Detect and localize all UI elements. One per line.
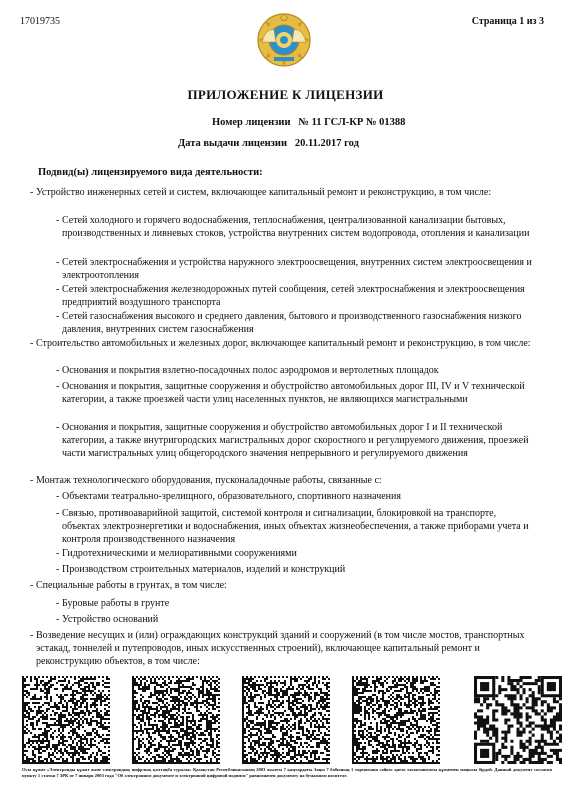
list-item: - Устройство инженерных сетей и систем, включающее капитальный ремонт и реконструкцию, в том числе: [30,187,492,198]
list-item: - Связью, противоаварийной защитой, системой контроля и сигнализации, блокировкой на транспорте, объектах электроэнергетики и водоснабжения, иных объектах жизнеобеспечения, а также приборами учета и контроля производственного назначения [56,508,529,545]
list-item: - Производством строительных материалов, изделий и конструкций [56,564,346,575]
footer-legal-text: Осы құжат «Электронды құжат және электрондық цифрлық қолтаңба туралы» Қазақстан Республикасының 2003 жылғы 7 қаңтардағы Заңы 7 бабының 1 тармағына сәйкес қағаз тасығыштағы құжатпен маңызы бірдей. Данный документ согласно пункту 1 статьи 7 ЗРК от 7 января 2003 года "Об электронном документе и электронной цифровой подписи" равнозначен документу на бумажном носителе. [22,767,552,778]
license-number-value: № 11 ГСЛ-КР № 01388 [298,117,406,128]
datamatrix-code-2 [132,676,220,764]
bullet-dash-icon: - [56,614,60,625]
bullet-dash-icon: - [30,580,34,591]
bullet-dash-icon: - [56,598,60,609]
bullet-dash-icon: - [30,475,34,486]
bullet-dash-icon: - [56,365,60,376]
bullet-dash-icon: - [56,422,60,433]
bullet-dash-icon: - [56,548,60,559]
bullet-dash-icon: - [56,381,60,392]
list-item: - Сетей электроснабжения железнодорожных путей сообщения, сетей электроснабжения и электроосвещения предприятий воздушного транспорта [56,284,525,308]
bullet-dash-icon: - [56,257,60,268]
list-item: - Основания и покрытия, защитные сооружения и обустройство автомобильных дорог III, IV и V технической категории, а также проезжей части улиц населенных пунктов, не являющихся магистральными [56,381,525,405]
license-number-label: Номер лицензии [212,117,291,128]
bullet-dash-icon: - [56,284,60,295]
footer-barcodes [22,676,552,764]
bullet-dash-icon: - [56,215,60,226]
license-number [212,117,405,128]
list-item: - Специальные работы в грунтах, в том числе: [30,580,227,591]
list-item: - Сетей электроснабжения и устройства наружного электроосвещения, внутренних систем электроосвещения и электроотопления [56,257,532,281]
list-item: - Объектами театрально-зрелищного, образовательного, спортивного назначения [56,491,401,502]
bullet-dash-icon: - [56,564,60,575]
datamatrix-code-4 [352,676,440,764]
list-item: - Строительство автомобильных и железных дорог, включающее капитальный ремонт и реконструкцию, в том числе: [30,338,531,349]
section-heading: Подвид(ы) лицензируемого вида деятельности: [38,167,263,178]
bullet-dash-icon: - [30,630,34,641]
datamatrix-code-3 [242,676,330,764]
bullet-dash-icon: - [56,311,60,322]
list-item: - Сетей холодного и горячего водоснабжения, теплоснабжения, централизованной канализации бытовых, производственных и ливневых стоков, устройства внутренних систем водопровода, отопления и канализации [56,215,530,239]
list-item: - Основания и покрытия взлетно-посадочных полос аэродромов и вертолетных площадок [56,365,439,376]
page-title: ПРИЛОЖЕНИЕ К ЛИЦЕНЗИИ [187,87,384,102]
state-emblem-icon [256,12,312,68]
document-id: 17019735 [20,16,60,27]
list-item: - Возведение несущих и (или) ограждающих конструкций зданий и сооружений (в том числе мостов, транспортных эстакад, тоннелей и путепроводов, иных искусственных строений), включающее капитальный ремонт и реконструкцию объектов, в том числе: [30,630,525,667]
list-item: - Основания и покрытия, защитные сооружения и обустройство автомобильных дорог I и II технической категории, а также внутригородских магистральных дорог скоростного и регулируемого движения, проезжей части магистральных улиц общегородского значения непрерывного и регулируемого движения [56,422,529,459]
list-item: - Монтаж технологического оборудования, пусконаладочные работы, связанные с: [30,475,382,486]
bullet-dash-icon: - [30,338,34,349]
list-item: - Устройство оснований [56,614,159,625]
bullet-dash-icon: - [30,187,34,198]
license-date [178,138,359,149]
bullet-dash-icon: - [56,508,60,519]
license-date-label: Дата выдачи лицензии [178,138,287,149]
license-date-value: 20.11.2017 год [294,138,359,149]
bullet-dash-icon: - [56,491,60,502]
list-item: - Гидротехническими и мелиоративными сооружениями [56,548,297,559]
list-item: - Буровые работы в грунте [56,598,170,609]
page-indicator: Страница 1 из 3 [471,16,544,27]
list-item: - Сетей газоснабжения высокого и среднего давления, бытового и производственного газоснабжения низкого давления, внутренних систем газоснабжения [56,311,522,335]
datamatrix-code-1 [22,676,110,764]
qr-code [474,676,562,764]
